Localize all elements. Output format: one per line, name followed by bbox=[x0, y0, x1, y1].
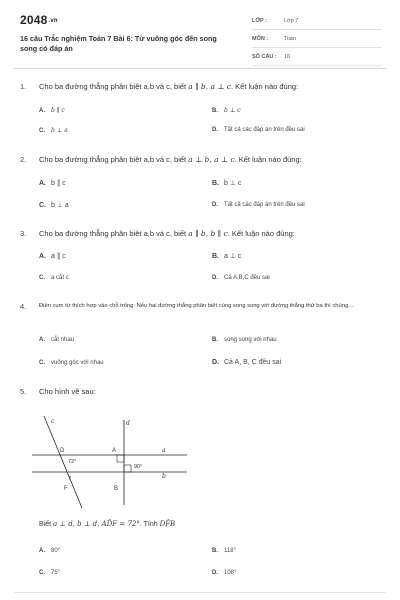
option-b[interactable] bbox=[212, 252, 241, 260]
label-point-A: A bbox=[112, 448, 117, 454]
option-letter: A. bbox=[39, 548, 45, 554]
option-text: Tất cả các đáp án trên đều sai bbox=[224, 202, 305, 208]
option-text: a ⊥ c bbox=[224, 253, 242, 260]
given-text: . Tính bbox=[139, 521, 160, 528]
meta-box bbox=[252, 15, 382, 69]
meta-subject-value: Toán bbox=[284, 36, 296, 42]
meta-count-value: 16 bbox=[284, 54, 291, 60]
option-text: 75° bbox=[51, 570, 61, 576]
question-text-part: Cho ba đường thẳng phân biệt a,b và c, biết bbox=[39, 229, 189, 238]
header-divider bbox=[14, 68, 386, 69]
option-b[interactable] bbox=[212, 337, 277, 343]
question-text: Điền cụm từ thích hợp vào chỗ trống: Nếu hai đường thẳng phân biệt cùng song song với đường thẳng thứ ba thì chúng… bbox=[39, 303, 354, 309]
option-letter: C. bbox=[39, 128, 45, 134]
question-text: Cho hình vẽ sau: bbox=[39, 387, 96, 396]
option-a[interactable] bbox=[39, 337, 74, 343]
option-letter: D. bbox=[212, 127, 218, 133]
question-number: 4. bbox=[20, 302, 27, 311]
option-text: a cắt c bbox=[51, 275, 69, 281]
label-point-F: F bbox=[64, 486, 68, 492]
label-c: c bbox=[51, 418, 55, 425]
label-a: a bbox=[162, 447, 166, 454]
option-text: b ∥ c bbox=[51, 107, 65, 114]
option-letter: A. bbox=[39, 108, 45, 114]
option-b[interactable] bbox=[212, 179, 241, 187]
option-letter: D. bbox=[212, 570, 218, 576]
option-letter: B. bbox=[212, 180, 219, 187]
option-text: Cả A, B, C đều sai bbox=[224, 359, 282, 366]
option-d[interactable] bbox=[212, 359, 281, 366]
option-letter: B. bbox=[212, 337, 218, 343]
option-c[interactable] bbox=[39, 275, 69, 281]
option-letter: B. bbox=[212, 253, 219, 260]
option-a[interactable] bbox=[39, 252, 66, 260]
label-point-D: D bbox=[60, 448, 65, 454]
option-c[interactable] bbox=[39, 360, 104, 366]
question-text-part: . Kết luận nào đúng: bbox=[231, 82, 299, 91]
question-math: a ⊥ b, a ⊥ c bbox=[188, 155, 235, 164]
meta-count-row bbox=[252, 51, 382, 66]
logo-suffix: .vn bbox=[48, 17, 58, 24]
option-b[interactable] bbox=[212, 107, 241, 114]
option-text: song song với nhau bbox=[224, 337, 277, 343]
option-d[interactable] bbox=[212, 275, 270, 281]
option-a[interactable] bbox=[39, 179, 66, 187]
question-text bbox=[39, 82, 384, 92]
label-point-B: B bbox=[114, 486, 119, 492]
option-text: a ∥ c bbox=[51, 253, 66, 260]
option-text: b ⊥ a bbox=[51, 127, 68, 134]
label-d: d bbox=[126, 420, 130, 427]
q5-option-b[interactable] bbox=[212, 548, 236, 554]
question-text-part: Cho ba đường thẳng phân biệt a,b và c, biết bbox=[39, 155, 189, 164]
option-a[interactable] bbox=[39, 107, 65, 114]
given-math: a ⊥ d, b ⊥ d, AD̂F = 72° bbox=[53, 520, 140, 528]
q5-option-a[interactable] bbox=[39, 548, 60, 554]
option-letter: C. bbox=[39, 202, 46, 209]
question-number: 2. bbox=[20, 155, 27, 164]
label-angle-unknown: ? bbox=[68, 476, 72, 482]
option-text: b ⊥ c bbox=[224, 180, 242, 187]
option-text: Tất cả các đáp án trên đều sai bbox=[224, 127, 305, 133]
meta-class-value: Lớp 7 bbox=[284, 18, 299, 24]
q5-option-c[interactable] bbox=[39, 570, 60, 576]
option-letter: C. bbox=[39, 360, 45, 366]
question-number: 5. bbox=[20, 387, 27, 396]
meta-subject-key: MÔN : bbox=[252, 36, 269, 42]
given-text: Biết bbox=[39, 521, 54, 528]
option-letter: D. bbox=[212, 359, 219, 366]
page-title: 16 câu Trắc nghiệm Toán 7 Bài 6: Từ vuông góc đến song song có đáp án bbox=[20, 34, 217, 53]
option-letter: A. bbox=[39, 337, 45, 343]
question-text bbox=[39, 229, 384, 239]
label-b: b bbox=[162, 473, 166, 480]
option-c[interactable] bbox=[39, 127, 68, 134]
meta-count-key: SỐ CÂU : bbox=[252, 54, 277, 60]
q5-option-d[interactable] bbox=[212, 570, 236, 576]
meta-class-key: LỚP : bbox=[252, 18, 267, 24]
question-math: a ∥ b, a ⊥ c bbox=[188, 82, 231, 91]
right-angle-mark-b bbox=[124, 465, 131, 472]
bottom-divider bbox=[14, 592, 386, 593]
option-text: 80° bbox=[51, 548, 61, 554]
option-d[interactable] bbox=[212, 127, 305, 133]
option-letter: B. bbox=[212, 548, 218, 554]
right-angle-mark-a bbox=[117, 455, 124, 462]
question-number: 3. bbox=[20, 229, 27, 238]
geometry-figure bbox=[22, 410, 192, 510]
option-d[interactable] bbox=[212, 202, 305, 208]
meta-class-row bbox=[252, 15, 382, 30]
question-5-given bbox=[39, 520, 175, 528]
option-c[interactable] bbox=[39, 201, 69, 209]
option-letter: D. bbox=[212, 275, 218, 281]
question-text-part: . Kết luận nào đúng: bbox=[227, 229, 295, 238]
option-letter: C. bbox=[39, 275, 45, 281]
option-letter: C. bbox=[39, 570, 45, 576]
option-letter: A. bbox=[39, 180, 46, 187]
option-text: 118° bbox=[224, 548, 236, 554]
option-text: Cả A,B,C đều sai bbox=[224, 275, 270, 281]
logo-text: 2048 bbox=[20, 13, 48, 27]
meta-subject-row bbox=[252, 33, 382, 48]
option-letter: A. bbox=[39, 253, 46, 260]
option-text: 108° bbox=[224, 570, 237, 576]
label-angle-72: 72° bbox=[68, 459, 77, 465]
option-text: b ∥ c bbox=[51, 180, 66, 187]
option-text: b ⊥ a bbox=[51, 202, 69, 209]
question-number: 1. bbox=[20, 82, 27, 91]
question-text-part: . Kết luận nào đúng: bbox=[234, 155, 302, 164]
question-text-part: Cho ba đường thẳng phân biệt a,b và c, biết bbox=[39, 82, 189, 91]
option-text: b ⊥ c bbox=[224, 107, 241, 114]
option-letter: B. bbox=[212, 108, 218, 114]
option-letter: D. bbox=[212, 202, 218, 208]
label-angle-90: 90° bbox=[134, 464, 143, 470]
site-logo[interactable] bbox=[20, 13, 58, 27]
given-math: DF̂B bbox=[159, 520, 176, 528]
option-text: cắt nhau bbox=[51, 337, 75, 343]
question-text bbox=[39, 155, 384, 165]
option-text: vuông góc với nhau bbox=[51, 360, 104, 366]
question-math: a ∥ b, b ∥ c bbox=[188, 229, 228, 238]
